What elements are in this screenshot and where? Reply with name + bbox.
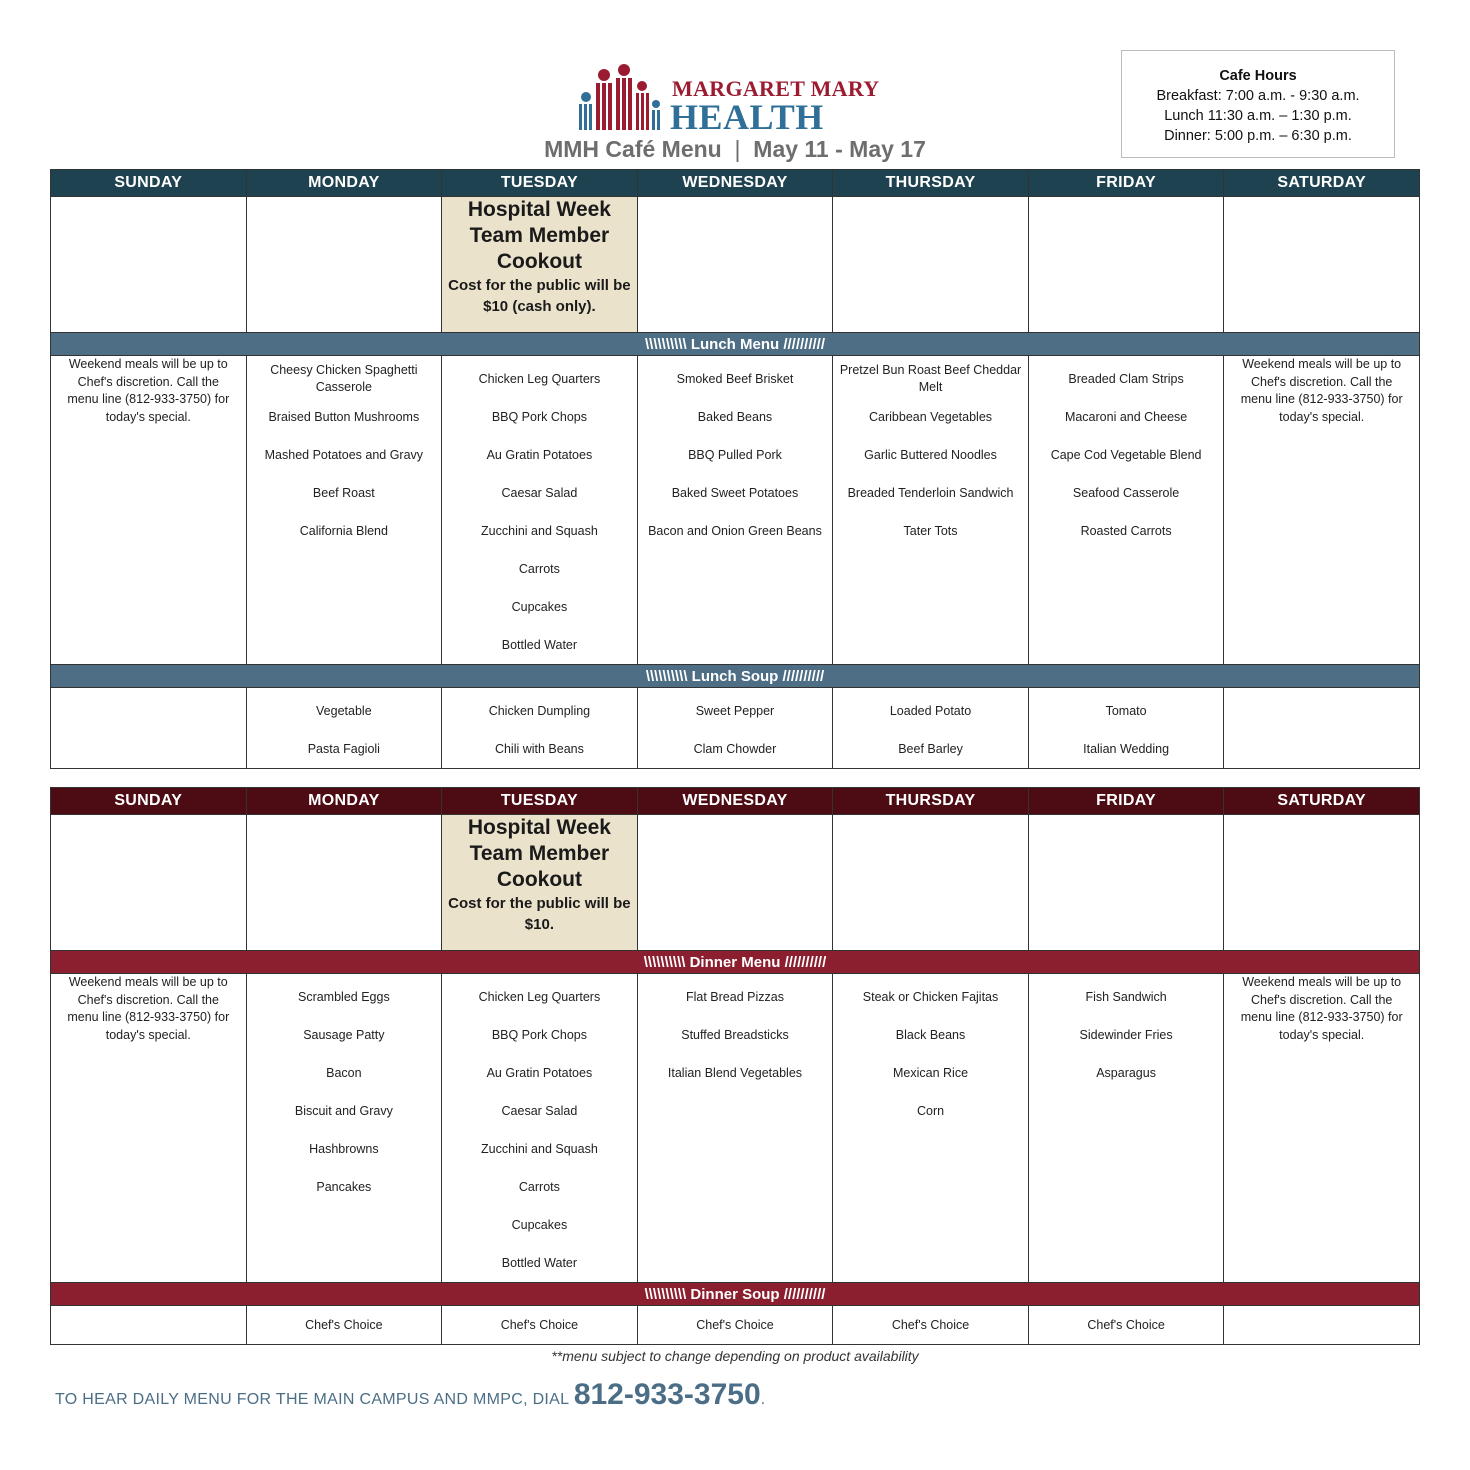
soup-item: Italian Wedding bbox=[1083, 741, 1170, 756]
special-event-cell bbox=[442, 815, 638, 951]
special-title: Hospital Week Team Member Cookout bbox=[467, 198, 611, 273]
menu-item: Au Gratin Potatoes bbox=[486, 1065, 593, 1080]
day-header-tuesday: TUESDAY bbox=[442, 170, 638, 197]
menu-item: Roasted Carrots bbox=[1080, 523, 1172, 538]
wednesday-cell bbox=[637, 356, 833, 665]
weekend-note: Weekend meals will be up to Chef's discretion. Call the menu line (812-933-3750) for today's special. bbox=[1240, 357, 1403, 424]
menu-item: Pancakes bbox=[316, 1179, 372, 1194]
menu-item: Breaded Clam Strips bbox=[1068, 371, 1184, 386]
menu-row bbox=[51, 974, 1420, 1283]
friday-soup-cell bbox=[1028, 1306, 1224, 1345]
day-header-tuesday: TUESDAY bbox=[442, 788, 638, 815]
dinner-hours: Dinner: 5:00 p.m. – 6:30 p.m. bbox=[1164, 128, 1352, 144]
menu-item: Au Gratin Potatoes bbox=[486, 447, 593, 462]
special-note: Cost for the public will be $10 (cash only). bbox=[448, 277, 631, 315]
section-header-row bbox=[51, 665, 1420, 688]
soup-item: Pasta Fagioli bbox=[307, 741, 380, 756]
thursday-soup-cell bbox=[833, 1306, 1029, 1345]
day-header-saturday: SATURDAY bbox=[1224, 170, 1420, 197]
menu-item: Bacon bbox=[326, 1065, 362, 1080]
menu-item: Cupcakes bbox=[511, 599, 568, 614]
day-header-friday: FRIDAY bbox=[1028, 170, 1224, 197]
org-name-line2: HEALTH bbox=[670, 97, 824, 137]
menu-item: BBQ Pork Chops bbox=[491, 409, 587, 424]
menu-item: Cheesy Chicken Spaghetti Casserole bbox=[270, 363, 418, 394]
page-title bbox=[500, 136, 970, 163]
menu-item: Bacon and Onion Green Beans bbox=[648, 523, 822, 538]
monday-cell bbox=[246, 356, 442, 665]
tuesday-cell bbox=[442, 974, 638, 1283]
menu-item: Italian Blend Vegetables bbox=[667, 1065, 803, 1080]
saturday-cell bbox=[1224, 974, 1420, 1283]
footer-phone[interactable]: 812-933-3750 bbox=[573, 1378, 761, 1411]
menu-item: Mexican Rice bbox=[893, 1065, 969, 1080]
menu-item: Bottled Water bbox=[501, 1255, 578, 1270]
cafe-hours-title: Cafe Hours bbox=[1219, 68, 1297, 84]
margaret-mary-logo-icon bbox=[578, 64, 662, 132]
wednesday-cell bbox=[637, 974, 833, 1283]
tuesday-soup-cell bbox=[442, 1306, 638, 1345]
special-event-cell bbox=[442, 197, 638, 333]
menu-item: Scrambled Eggs bbox=[297, 989, 390, 1004]
lunch-menu-label: \\\\\\\\\\ Lunch Menu ////////// bbox=[51, 333, 1420, 356]
weekend-note: Weekend meals will be up to Chef's discretion. Call the menu line (812-933-3750) for today's special. bbox=[67, 357, 230, 424]
soup-item: Sweet Pepper bbox=[695, 703, 775, 718]
menu-item: Zucchini and Squash bbox=[481, 523, 598, 538]
menu-item: Stuffed Breadsticks bbox=[681, 1027, 789, 1042]
thursday-soup-cell bbox=[833, 688, 1029, 769]
special-title: Hospital Week Team Member Cookout bbox=[467, 816, 611, 891]
day-header-monday: MONDAY bbox=[246, 788, 442, 815]
thursday-cell bbox=[833, 356, 1029, 665]
sunday-soup-cell bbox=[51, 1306, 247, 1345]
org-name-line1: MARGARET MARY bbox=[672, 76, 880, 101]
soup-item: Chef's Choice bbox=[1087, 1317, 1165, 1332]
menu-item: Corn bbox=[916, 1103, 945, 1118]
phone-footer bbox=[55, 1378, 765, 1412]
menu-item: Steak or Chicken Fajitas bbox=[862, 989, 999, 1004]
tuesday-cell bbox=[442, 356, 638, 665]
dinner-soup-label: \\\\\\\\\\ Dinner Soup ////////// bbox=[51, 1283, 1420, 1306]
monday-soup-cell bbox=[246, 688, 442, 769]
menu-item: BBQ Pork Chops bbox=[491, 1027, 587, 1042]
soup-item: Chef's Choice bbox=[500, 1317, 579, 1332]
menu-item: Beef Roast bbox=[312, 485, 375, 500]
menu-item: Hashbrowns bbox=[309, 1141, 379, 1156]
dinner-menu-label: \\\\\\\\\\ Dinner Menu ////////// bbox=[51, 951, 1420, 974]
footer-period: . bbox=[760, 1391, 766, 1408]
menu-item: Caribbean Vegetables bbox=[869, 409, 993, 424]
weekend-note: Weekend meals will be up to Chef's discretion. Call the menu line (812-933-3750) for today's special. bbox=[1240, 975, 1403, 1042]
section-header-row bbox=[51, 951, 1420, 974]
lunch-table bbox=[50, 169, 1420, 769]
date-range: May 11 - May 17 bbox=[753, 136, 926, 162]
section-header-row bbox=[51, 1283, 1420, 1306]
day-header-saturday: SATURDAY bbox=[1224, 788, 1420, 815]
sunday-cell bbox=[51, 356, 247, 665]
menu-item: Macaroni and Cheese bbox=[1064, 409, 1188, 424]
dinner-table bbox=[50, 787, 1420, 1345]
tuesday-soup-cell bbox=[442, 688, 638, 769]
soup-row bbox=[51, 688, 1420, 769]
day-header-friday: FRIDAY bbox=[1028, 788, 1224, 815]
day-header-row bbox=[51, 170, 1420, 197]
menu-item: Bottled Water bbox=[501, 637, 578, 652]
menu-item: Carrots bbox=[518, 561, 560, 576]
monday-soup-cell bbox=[246, 1306, 442, 1345]
soup-item: Tomato bbox=[1105, 703, 1147, 718]
wednesday-soup-cell bbox=[637, 1306, 833, 1345]
monday-cell bbox=[246, 974, 442, 1283]
menu-item: Chicken Leg Quarters bbox=[478, 989, 601, 1004]
day-header-wednesday: WEDNESDAY bbox=[637, 170, 833, 197]
menu-item: Biscuit and Gravy bbox=[294, 1103, 393, 1118]
section-header-row bbox=[51, 333, 1420, 356]
menu-item: California Blend bbox=[299, 523, 388, 538]
menu-item: BBQ Pulled Pork bbox=[688, 447, 782, 462]
friday-cell bbox=[1028, 356, 1224, 665]
wednesday-soup-cell bbox=[637, 688, 833, 769]
special-row bbox=[51, 815, 1420, 951]
menu-item: Breaded Tenderloin Sandwich bbox=[847, 485, 1014, 500]
soup-item: Chef's Choice bbox=[305, 1317, 383, 1332]
saturday-soup-cell bbox=[1224, 1306, 1420, 1345]
menu-item: Sausage Patty bbox=[303, 1027, 385, 1042]
menu-item: Pretzel Bun Roast Beef Cheddar Melt bbox=[839, 363, 1022, 394]
day-header-wednesday: WEDNESDAY bbox=[637, 788, 833, 815]
menu-item: Cape Cod Vegetable Blend bbox=[1050, 447, 1202, 462]
soup-row bbox=[51, 1306, 1420, 1345]
soup-item: Loaded Potato bbox=[889, 703, 972, 718]
title-divider: | bbox=[728, 136, 747, 162]
soup-item: Chef's Choice bbox=[891, 1317, 970, 1332]
breakfast-hours: Breakfast: 7:00 a.m. - 9:30 a.m. bbox=[1156, 88, 1360, 104]
availability-footnote: **menu subject to change depending on product availability bbox=[551, 1348, 919, 1364]
menu-item: Caesar Salad bbox=[501, 1103, 578, 1118]
day-header-sunday: SUNDAY bbox=[51, 170, 247, 197]
lunch-soup-label: \\\\\\\\\\ Lunch Soup ////////// bbox=[51, 665, 1420, 688]
day-header-sunday: SUNDAY bbox=[51, 788, 247, 815]
menu-item: Black Beans bbox=[895, 1027, 966, 1042]
special-row bbox=[51, 197, 1420, 333]
menu-item: Mashed Potatoes and Gravy bbox=[264, 447, 424, 462]
soup-item: Chef's Choice bbox=[696, 1317, 774, 1332]
saturday-cell bbox=[1224, 356, 1420, 665]
sunday-soup-cell bbox=[51, 688, 247, 769]
footer-text: TO HEAR DAILY MENU FOR THE MAIN CAMPUS AND MMPC, DIAL bbox=[55, 1391, 570, 1408]
menu-item: Sidewinder Fries bbox=[1079, 1027, 1173, 1042]
menu-item: Braised Button Mushrooms bbox=[268, 409, 420, 424]
soup-item: Chili with Beans bbox=[494, 741, 584, 756]
menu-item: Tater Tots bbox=[903, 523, 958, 538]
menu-item: Baked Sweet Potatoes bbox=[671, 485, 799, 500]
friday-soup-cell bbox=[1028, 688, 1224, 769]
day-header-row bbox=[51, 788, 1420, 815]
soup-item: Clam Chowder bbox=[693, 741, 777, 756]
soup-item: Vegetable bbox=[316, 703, 372, 718]
menu-item: Smoked Beef Brisket bbox=[676, 371, 794, 386]
day-header-thursday: THURSDAY bbox=[833, 788, 1029, 815]
thursday-cell bbox=[833, 974, 1029, 1283]
day-header-thursday: THURSDAY bbox=[833, 170, 1029, 197]
soup-item: Chicken Dumpling bbox=[488, 703, 591, 718]
menu-item: Cupcakes bbox=[511, 1217, 568, 1232]
saturday-soup-cell bbox=[1224, 688, 1420, 769]
special-note: Cost for the public will be $10. bbox=[448, 895, 631, 933]
day-header-monday: MONDAY bbox=[246, 170, 442, 197]
menu-item: Zucchini and Squash bbox=[481, 1141, 598, 1156]
sunday-cell bbox=[51, 974, 247, 1283]
margaret-mary-logo bbox=[578, 64, 880, 137]
menu-item: Seafood Casserole bbox=[1072, 485, 1180, 500]
weekend-note: Weekend meals will be up to Chef's discretion. Call the menu line (812-933-3750) for today's special. bbox=[67, 975, 230, 1042]
menu-item: Baked Beans bbox=[697, 409, 773, 424]
menu-item: Carrots bbox=[518, 1179, 560, 1194]
menu-item: Flat Bread Pizzas bbox=[685, 989, 784, 1004]
lunch-hours: Lunch 11:30 a.m. – 1:30 p.m. bbox=[1164, 108, 1352, 124]
friday-cell bbox=[1028, 974, 1224, 1283]
soup-item: Beef Barley bbox=[898, 741, 963, 756]
menu-row bbox=[51, 356, 1420, 665]
menu-item: Asparagus bbox=[1096, 1065, 1156, 1080]
menu-item: Caesar Salad bbox=[501, 485, 578, 500]
menu-item: Chicken Leg Quarters bbox=[478, 371, 601, 386]
menu-item: Garlic Buttered Noodles bbox=[864, 447, 997, 462]
cafe-hours-box bbox=[1121, 50, 1395, 158]
menu-title: MMH Café Menu bbox=[544, 136, 722, 162]
menu-item: Fish Sandwich bbox=[1085, 989, 1167, 1004]
